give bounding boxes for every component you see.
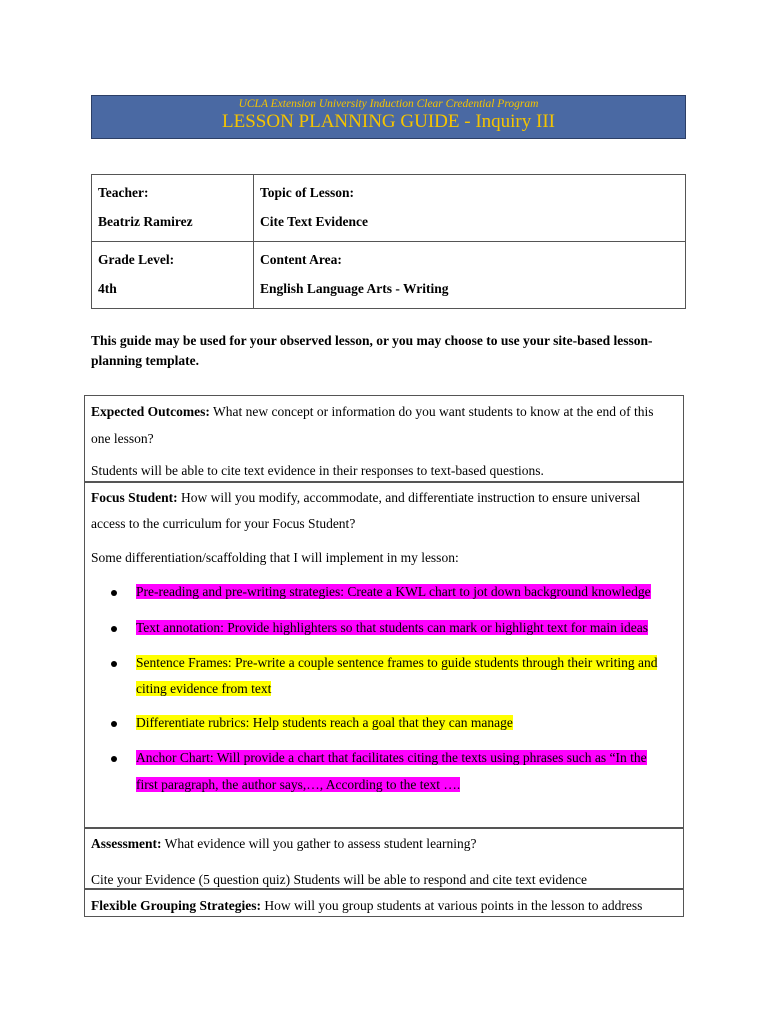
header-banner: [91, 95, 686, 139]
bullet-icon: [111, 626, 117, 632]
grouping-question: How will you group students at various points in the lesson to address: [261, 898, 643, 913]
bullet-2-text: Text annotation: Provide highlighters so that students can mark or highlight text for main ideas: [136, 620, 648, 635]
topic-cell: [254, 175, 686, 242]
assessment-label: Assessment:: [91, 836, 162, 851]
assessment-answer: Cite your Evidence (5 question quiz) Students will be able to respond and cite text evidence: [91, 872, 587, 887]
expected-outcomes-section: [84, 395, 684, 482]
guide-note-line1: This guide may be used for your observed lesson, or you may choose to use your site-based lesson-: [91, 333, 653, 348]
grade-label: Grade Level:: [98, 252, 175, 267]
topic-label: Topic of Lesson:: [260, 185, 355, 200]
page-title: LESSON PLANNING GUIDE - Inquiry III: [222, 111, 555, 132]
focus-student-section: [84, 482, 684, 828]
outcomes-question: What new concept or information do you want students to know at the end of this: [209, 404, 654, 419]
bullet-4-text: Differentiate rubrics: Help students reach a goal that they can manage: [136, 715, 513, 730]
bullet-5-text-cont: first paragraph, the author says,…, According to the text ….: [136, 777, 461, 792]
grade-value: 4th: [98, 281, 117, 296]
focus-question: How will you modify, accommodate, and differentiate instruction to ensure universal: [177, 490, 641, 505]
content-label: Content Area:: [260, 252, 342, 267]
grouping-section: [84, 889, 684, 917]
content-value: English Language Arts - Writing: [260, 281, 449, 296]
teacher-label: Teacher:: [98, 185, 149, 200]
bullet-3-text: Sentence Frames: Pre-write a couple sentence frames to guide students through their writing and: [136, 655, 658, 670]
guide-note-line2: planning template.: [91, 353, 200, 368]
topic-value: Cite Text Evidence: [260, 214, 368, 229]
assessment-question: What evidence will you gather to assess student learning?: [161, 836, 477, 851]
assessment-section: [84, 828, 684, 889]
bullet-icon: [111, 721, 117, 727]
outcomes-label: Expected Outcomes:: [91, 404, 210, 419]
bullet-icon: [111, 590, 117, 596]
outcomes-answer: Students will be able to cite text evidence in their responses to text-based questions.: [91, 463, 544, 478]
content-cell: [254, 242, 686, 309]
focus-intro: Some differentiation/scaffolding that I will implement in my lesson:: [91, 550, 459, 565]
lesson-info-table: [91, 174, 686, 309]
guide-note: [91, 331, 681, 371]
program-name: UCLA Extension University Induction Clear Credential Program: [238, 98, 539, 110]
bullet-icon: [111, 661, 117, 667]
focus-label: Focus Student:: [91, 490, 178, 505]
focus-question-cont: access to the curriculum for your Focus Student?: [91, 516, 356, 531]
grade-cell: [92, 242, 254, 309]
grouping-label: Flexible Grouping Strategies:: [91, 898, 261, 913]
teacher-value: Beatriz Ramirez: [98, 214, 193, 229]
bullet-5-text: Anchor Chart: Will provide a chart that facilitates citing the texts using phrases such as “In the: [136, 750, 647, 765]
bullet-1-text: Pre-reading and pre-writing strategies: Create a KWL chart to jot down background knowledge: [136, 584, 651, 599]
teacher-cell: [92, 175, 254, 242]
bullet-3-text-cont: citing evidence from text: [136, 681, 272, 696]
outcomes-question-cont: one lesson?: [91, 431, 154, 446]
bullet-icon: [111, 756, 117, 762]
